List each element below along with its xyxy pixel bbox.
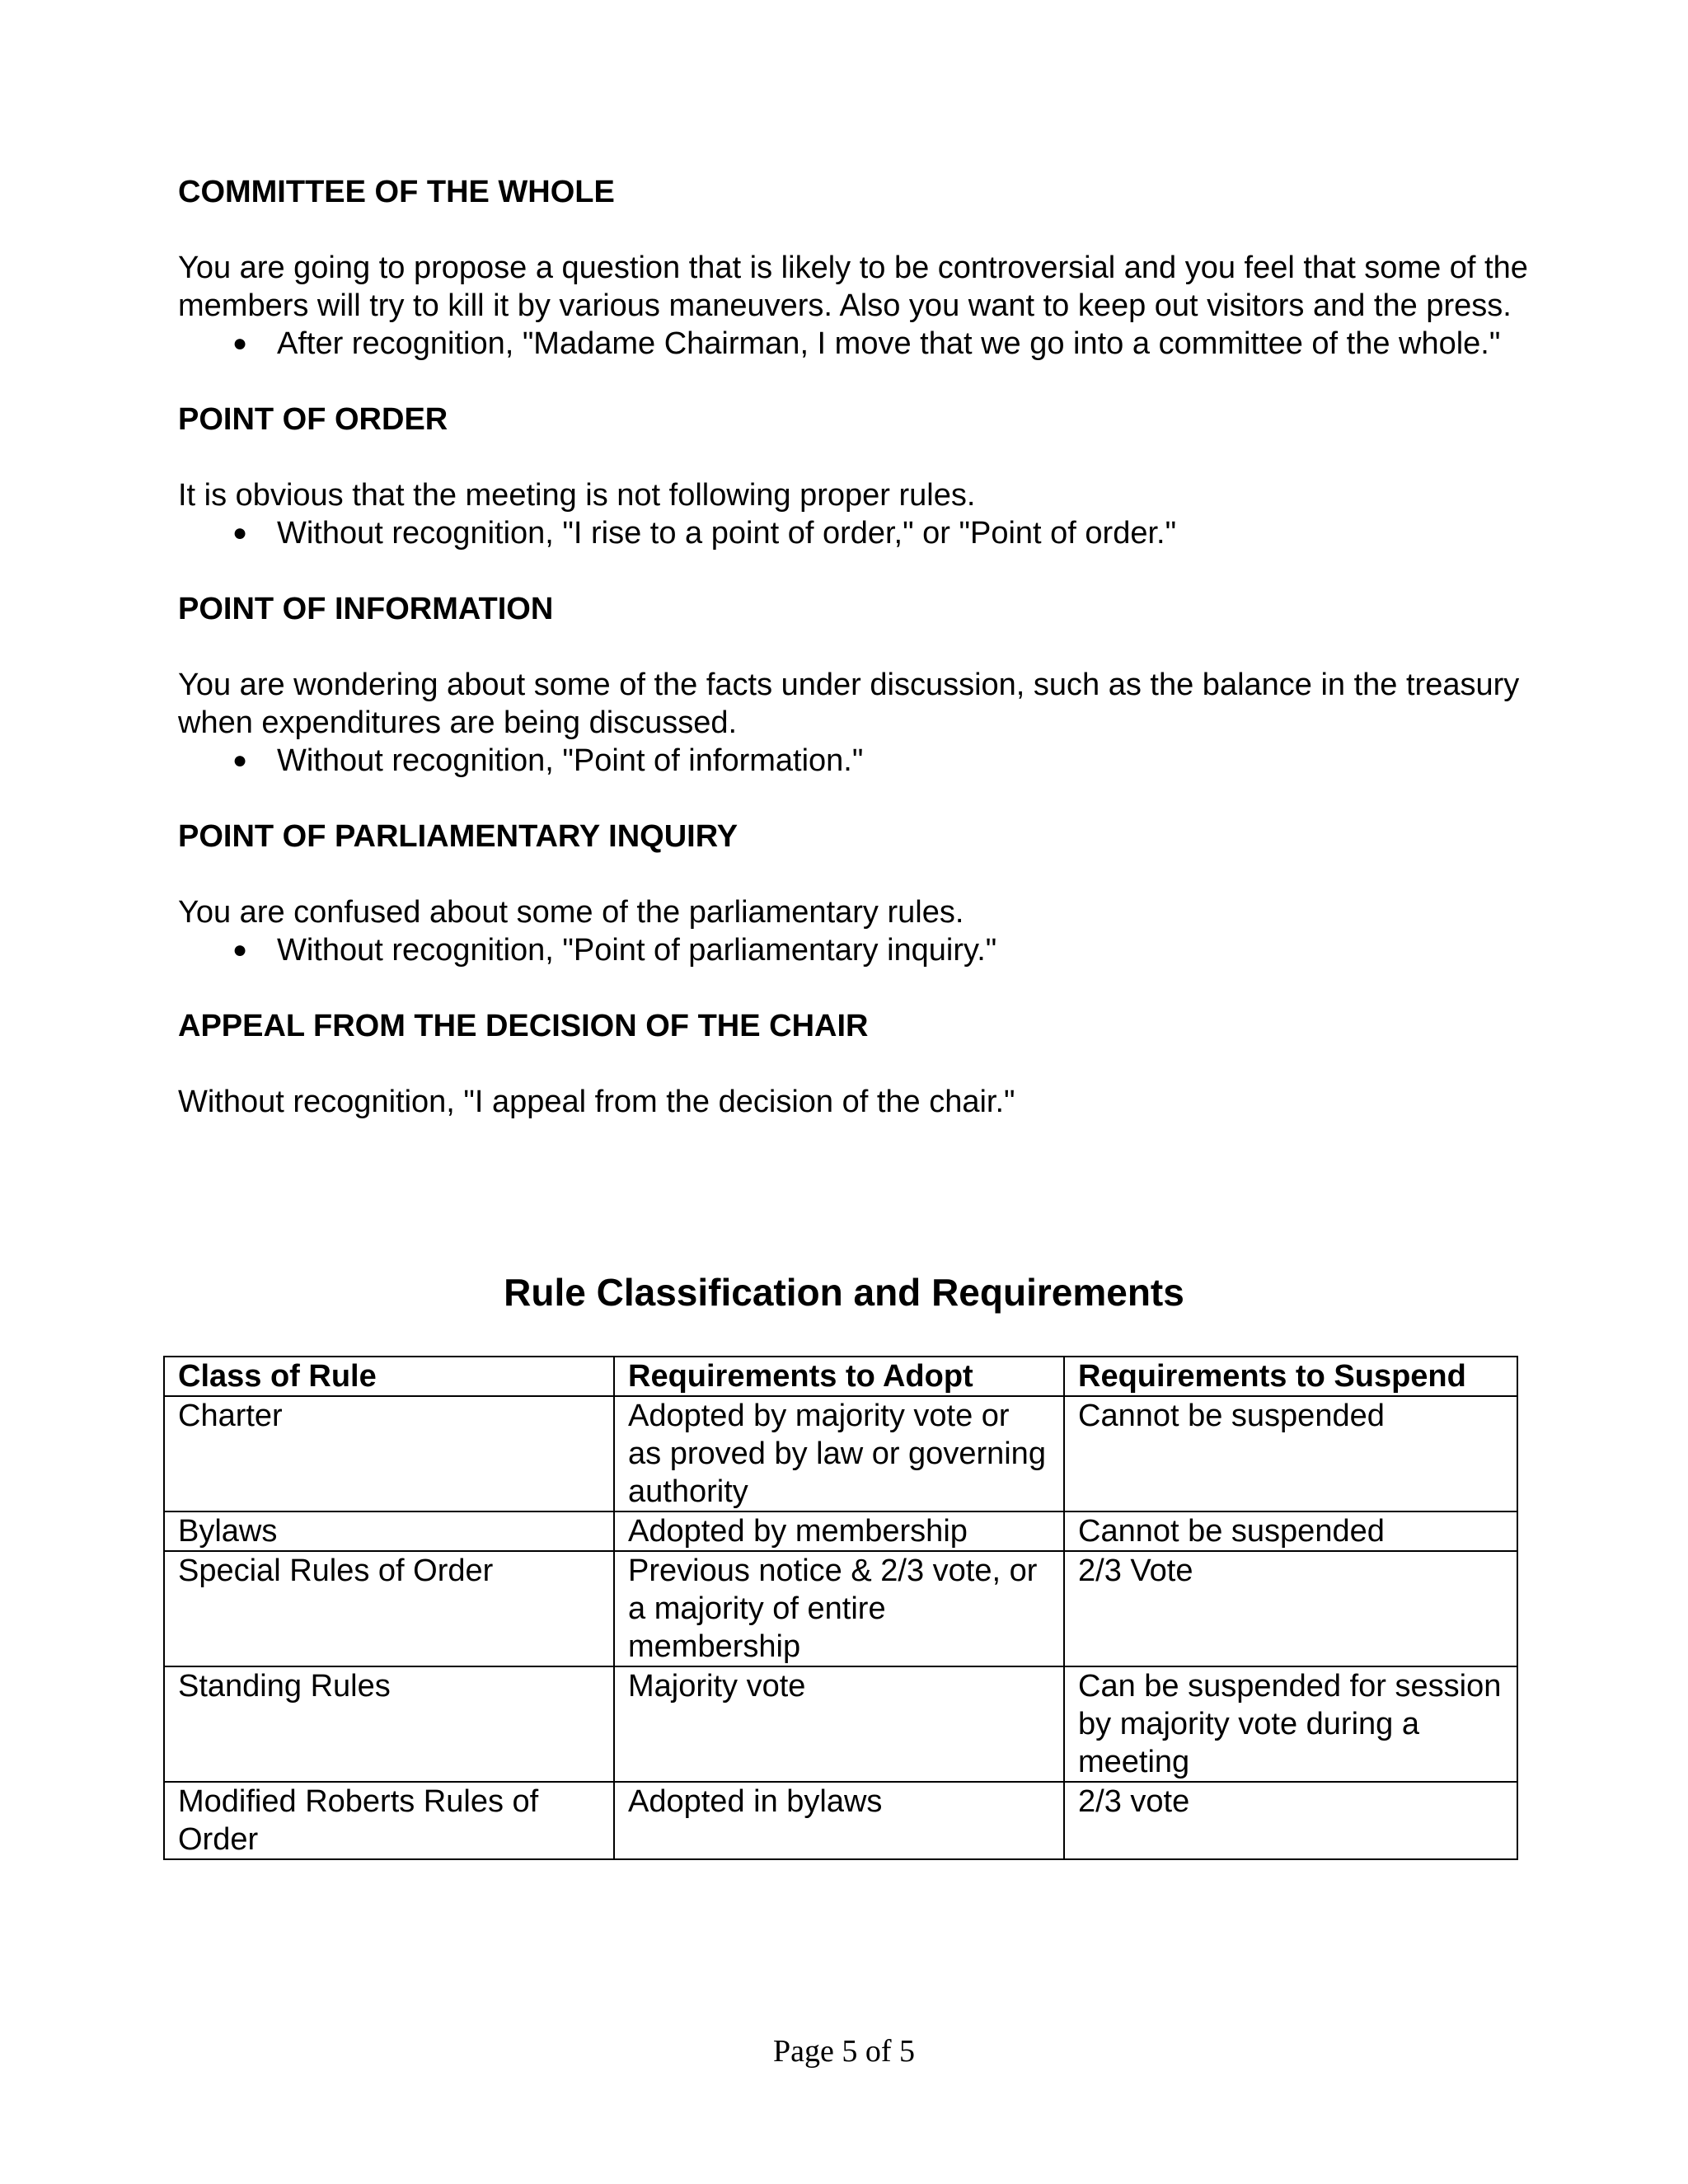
section-point-of-order bbox=[178, 401, 1530, 552]
motions-content bbox=[178, 173, 1530, 1121]
bullet-item: ● Without recognition, "Point of parliamentary inquiry." bbox=[232, 933, 997, 968]
table-row bbox=[164, 1396, 1517, 1511]
table-row bbox=[164, 1551, 1517, 1666]
section-committee-of-the-whole bbox=[178, 173, 1530, 363]
table-cell: Cannot be suspended bbox=[1064, 1511, 1517, 1551]
table-cell: Previous notice & 2/3 vote, or a majority of entire membership bbox=[614, 1551, 1064, 1666]
table-row bbox=[164, 1666, 1517, 1782]
table-cell: Special Rules of Order bbox=[164, 1551, 614, 1666]
bullet-icon: ● bbox=[232, 330, 248, 357]
section-appeal-from-decision bbox=[178, 1007, 1530, 1121]
table-cell: 2/3 vote bbox=[1064, 1782, 1517, 1859]
section-point-of-information bbox=[178, 590, 1530, 780]
table-row bbox=[164, 1511, 1517, 1551]
table-cell: Cannot be suspended bbox=[1064, 1396, 1517, 1511]
section-text: You are confused about some of the parliamentary rules. bbox=[178, 895, 964, 930]
section-heading: COMMITTEE OF THE WHOLE bbox=[178, 175, 615, 209]
column-header: Requirements to Adopt bbox=[614, 1357, 1064, 1396]
table-cell: Can be suspended for session by majority vote during a meeting bbox=[1064, 1666, 1517, 1782]
table-cell: Adopted in bylaws bbox=[614, 1782, 1064, 1859]
table-cell: 2/3 Vote bbox=[1064, 1551, 1517, 1666]
bullet-item: ● Without recognition, "Point of information." bbox=[232, 743, 864, 778]
section-heading: POINT OF INFORMATION bbox=[178, 592, 554, 626]
table-cell: Majority vote bbox=[614, 1666, 1064, 1782]
section-text: Without recognition, "I appeal from the decision of the chair." bbox=[178, 1085, 1015, 1119]
table-cell: Adopted by membership bbox=[614, 1511, 1064, 1551]
bullet-item: ● After recognition, "Madame Chairman, I move that we go into a committee of the whole." bbox=[232, 326, 1501, 361]
section-point-of-parliamentary-inquiry bbox=[178, 818, 1530, 969]
table-cell: Bylaws bbox=[164, 1511, 614, 1551]
bullet-list bbox=[178, 325, 1530, 363]
table-header-row bbox=[164, 1357, 1517, 1396]
table-cell: Standing Rules bbox=[164, 1666, 614, 1782]
column-header: Requirements to Suspend bbox=[1064, 1357, 1517, 1396]
table-cell: Charter bbox=[164, 1396, 614, 1511]
bullet-item: ● Without recognition, "I rise to a point of order," or "Point of order." bbox=[232, 516, 1177, 551]
table-title: Rule Classification and Requirements bbox=[504, 1271, 1184, 1314]
table-row bbox=[164, 1782, 1517, 1859]
page-number: Page 5 of 5 bbox=[772, 2034, 916, 2069]
section-heading: APPEAL FROM THE DECISION OF THE CHAIR bbox=[178, 1009, 869, 1043]
section-text: You are wondering about some of the facts under discussion, such as the balance in the treasury when expenditures are being discussed. bbox=[178, 668, 1520, 740]
bullet-list bbox=[178, 931, 1530, 969]
bullet-icon: ● bbox=[232, 936, 248, 963]
section-heading: POINT OF PARLIAMENTARY INQUIRY bbox=[178, 819, 738, 854]
section-text: It is obvious that the meeting is not following proper rules. bbox=[178, 478, 976, 513]
column-header: Class of Rule bbox=[164, 1357, 614, 1396]
rule-classification-table bbox=[163, 1356, 1518, 1860]
bullet-list bbox=[178, 742, 1530, 780]
bullet-icon: ● bbox=[232, 747, 248, 774]
section-text: You are going to propose a question that is likely to be controversial and you feel that some of the members will try to kill it by various maneuvers. Also you want to keep out visitors and the press. bbox=[178, 251, 1528, 323]
bullet-icon: ● bbox=[232, 519, 248, 546]
table-cell: Modified Roberts Rules of Order bbox=[164, 1782, 614, 1859]
bullet-list bbox=[178, 514, 1530, 552]
section-heading: POINT OF ORDER bbox=[178, 402, 448, 437]
table-cell: Adopted by majority vote or as proved by law or governing authority bbox=[614, 1396, 1064, 1511]
